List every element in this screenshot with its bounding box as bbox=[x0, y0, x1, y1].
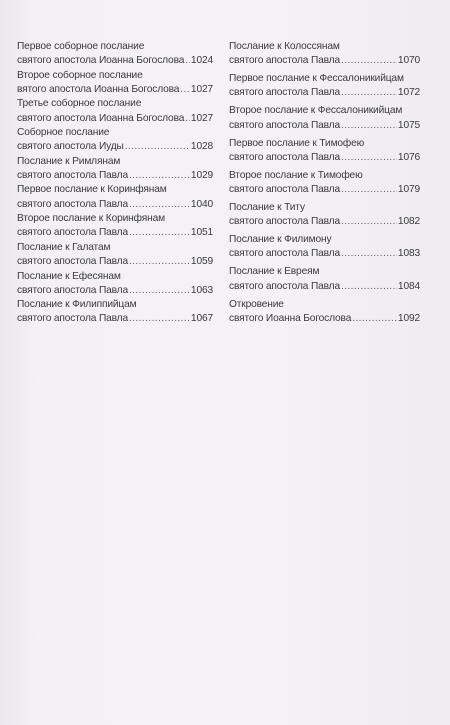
dot-leader bbox=[341, 280, 397, 294]
dot-leader bbox=[129, 169, 190, 183]
toc-entry-page: 1051 bbox=[190, 227, 213, 239]
dot-leader bbox=[341, 54, 397, 68]
toc-entry-title: Первое послание к Фессалоникийцам bbox=[229, 73, 404, 85]
toc-entry bbox=[17, 97, 213, 126]
toc-entry bbox=[17, 126, 213, 155]
toc-entry bbox=[229, 137, 420, 169]
toc-entry-page: 1024 bbox=[190, 55, 213, 67]
toc-entry-page: 1063 bbox=[190, 284, 213, 296]
toc-entry-subtitle: святого апостола Павла bbox=[229, 87, 340, 99]
toc-entry-title: Послание к Ефесянам bbox=[17, 270, 121, 282]
dot-leader bbox=[129, 198, 190, 212]
dot-leader bbox=[352, 312, 397, 326]
toc-entry-title: Первое послание к Коринфянам bbox=[17, 184, 167, 196]
toc-entry-title: Второе соборное послание bbox=[17, 69, 143, 81]
toc-entry bbox=[17, 270, 213, 299]
toc-entry-subtitle: святого Иоанна Богослова bbox=[229, 312, 352, 324]
dot-leader bbox=[341, 86, 397, 100]
toc-entry-page: 1083 bbox=[397, 248, 420, 260]
toc-entry-subtitle: святого апостола Павла bbox=[229, 280, 340, 292]
toc-entry-title: Послание к Галатам bbox=[17, 241, 111, 253]
toc-entry-title: Откровение bbox=[229, 298, 284, 310]
toc-entry-title: Второе послание к Тимофею bbox=[229, 169, 363, 181]
toc-entry-page: 1029 bbox=[190, 170, 213, 182]
toc-entry-subtitle: святого апостола Павла bbox=[229, 184, 340, 196]
toc-entry-page: 1028 bbox=[190, 141, 213, 153]
toc-entry-page: 1072 bbox=[397, 87, 420, 99]
dot-leader bbox=[341, 183, 397, 197]
dot-leader bbox=[185, 112, 190, 126]
toc-entry-page: 1027 bbox=[190, 83, 213, 95]
toc-entry bbox=[229, 40, 420, 72]
toc-entry-subtitle: святого апостола Павла bbox=[229, 55, 340, 67]
toc-entry-subtitle: святого апостола Павла bbox=[229, 151, 340, 163]
toc-entry-subtitle: святого апостола Павла bbox=[17, 198, 128, 210]
toc-entry-subtitle: вятого апостола Иоанна Богослова bbox=[17, 83, 180, 95]
toc-entry bbox=[229, 169, 420, 201]
toc-entry bbox=[17, 155, 213, 184]
toc-entry-subtitle: святого апостола Павла bbox=[229, 248, 340, 260]
toc-entry-title: Послание к Филиппийцам bbox=[17, 299, 137, 311]
toc-entry-title: Второе послание к Коринфянам bbox=[17, 213, 165, 225]
toc-entry-subtitle: святого апостола Павла bbox=[17, 313, 128, 325]
toc-entry bbox=[229, 233, 420, 265]
toc-entry-subtitle: святого апостола Павла bbox=[17, 170, 128, 182]
toc-entry-page: 1092 bbox=[397, 312, 420, 324]
toc-entry bbox=[17, 183, 213, 212]
dot-leader bbox=[341, 215, 397, 229]
toc-entry-title: Первое соборное послание bbox=[17, 41, 145, 52]
toc-entry-title: Соборное послание bbox=[17, 127, 110, 139]
toc-entry bbox=[229, 298, 420, 330]
toc-entry-page: 1084 bbox=[397, 280, 420, 292]
toc-entry-subtitle: святого апостола Павла bbox=[17, 284, 128, 296]
toc-entry-subtitle: святого апостола Павла bbox=[229, 119, 340, 131]
toc-entry-title: Послание к Филимону bbox=[229, 234, 332, 246]
toc-entry-title: Первое послание к Тимофею bbox=[229, 137, 365, 149]
toc-entry bbox=[17, 241, 213, 270]
toc-entry-title: Послание к Колоссянам bbox=[229, 41, 340, 52]
toc-entry-page: 1040 bbox=[190, 198, 213, 210]
toc-entry-title: Послание к Титу bbox=[229, 201, 305, 213]
dot-leader bbox=[180, 83, 190, 97]
toc-column-right bbox=[229, 40, 420, 330]
toc-entry-page: 1082 bbox=[397, 216, 420, 228]
toc-entry-page: 1027 bbox=[190, 112, 213, 124]
dot-leader bbox=[341, 119, 397, 133]
toc-entry-page: 1079 bbox=[397, 184, 420, 196]
toc-entry bbox=[229, 201, 420, 233]
toc-entry bbox=[229, 104, 420, 136]
toc-entry-title: Второе послание к Фессалоникийцам bbox=[229, 105, 403, 117]
toc-entry-title: Третье соборное послание bbox=[17, 98, 142, 110]
toc-entry-page: 1076 bbox=[397, 151, 420, 163]
dot-leader bbox=[185, 54, 190, 68]
dot-leader bbox=[129, 226, 190, 240]
toc-entry-page: 1059 bbox=[190, 256, 213, 268]
toc-entry-page: 1075 bbox=[397, 119, 420, 131]
toc-entry-title: Послание к Римлянам bbox=[17, 155, 121, 167]
toc-entry-title: Послание к Евреям bbox=[229, 266, 320, 278]
toc-entry-subtitle: святого апостола Павла bbox=[17, 227, 128, 239]
toc-entry-page: 1070 bbox=[397, 55, 420, 67]
toc-entry-subtitle: святого апостола Павла bbox=[17, 256, 128, 268]
toc-entry bbox=[229, 265, 420, 297]
toc-entry bbox=[17, 69, 213, 98]
toc-entry bbox=[229, 72, 420, 104]
dot-leader bbox=[341, 151, 397, 165]
dot-leader bbox=[129, 284, 190, 298]
toc-entry-subtitle: святого апостола Павла bbox=[229, 216, 340, 228]
toc-entry-subtitle: святого апостола Иоанна Богослова bbox=[17, 112, 185, 124]
dot-leader bbox=[341, 247, 397, 261]
dot-leader bbox=[125, 140, 190, 154]
toc-entry-page: 1067 bbox=[190, 313, 213, 325]
toc-column-left bbox=[17, 40, 213, 327]
dot-leader bbox=[129, 255, 190, 269]
toc-entry-subtitle: святого апостола Иоанна Богослова bbox=[17, 55, 185, 67]
toc-entry bbox=[17, 212, 213, 241]
dot-leader bbox=[129, 312, 190, 326]
toc-entry bbox=[17, 298, 213, 327]
toc-entry bbox=[17, 40, 213, 69]
toc-entry-subtitle: святого апостола Иуды bbox=[17, 141, 124, 153]
